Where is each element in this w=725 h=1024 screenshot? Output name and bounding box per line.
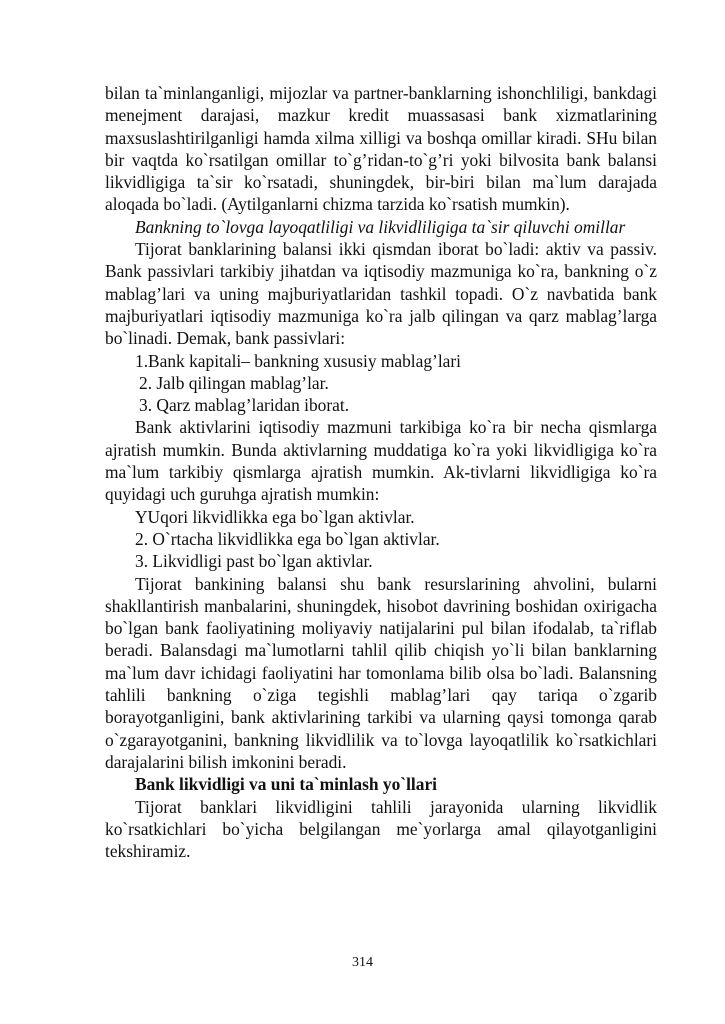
list-item: 2. O`rtacha likvidlikka ega bo`lgan aktivlar. xyxy=(135,528,440,549)
list-item: 3. Likvidligi past bo`lgan aktivlar. xyxy=(135,551,373,572)
paragraph-intro: bilan ta`minlanganligi, mijozlar va partner-banklarning ishonchliligi, bankdagi menejment darajasi, mazkur kredit muassasasi bank xizmatlarining maxsuslashtirilganligi hamda xilma xilligi va boshqa omillar kiradi. SHu bilan bir vaqtda ko`rsatilgan omillar to`g’ridan-to`g’ri yoki bilvosita bank balansi likvidligiga ta`sir ko`rsatadi, shuningdek, bir-biri bilan ma`lum darajada aloqada bo`ladi. (Aytilganlarni chizma tarzida ko`rsatish mumkin). xyxy=(105,83,657,215)
list-item: 2. Jalb qilingan mablag’lar. xyxy=(139,372,329,393)
paragraph-balance: Tijorat banklarining balansi ikki qismdan iborat bo`ladi: aktiv va passiv. Bank passivlari tarkibiy jihatdan va iqtisodiy mazmuniga ko`ra, bankning o`z mablag’lari va uning majburiyatlaridan tashkil topadi. O`z navbatida bank majburiyatlari iqtisodiy mazmuniga ko`ra jalb qilingan va qarz mablag’larga bo`linadi. Demak, bank passivlari: xyxy=(105,239,657,349)
list-item: YUqori likvidlikka ega bo`lgan aktivlar. xyxy=(135,506,415,527)
paragraph-liquidity: Tijorat banklari likvidligini tahlili jarayonida ularning likvidlik ko`rsatkichlari bo`yicha belgilangan me`yorlarga amal qilayotganligini tekshiramiz. xyxy=(105,796,657,862)
list-item: 1.Bank kapitali– bankning xususiy mablag’lari xyxy=(135,350,462,371)
paragraph-analysis: Tijorat bankining balansi shu bank resurslarining ahvolini, bularni shakllantirish manbalarini, shuningdek, hisobot davrining boshidan oxirigacha bo`lgan bank faoliyatining moliyaviy natijalarini pul bilan ifodalab, ta`riflab beradi. Balansdagi ma`lumotlarni tahlil qilib chiqish yo`li bilan banklarning ma`lum davr ichidagi faoliyatini har tomonlama bilib olsa bo`ladi. Balansning tahlili bankning o`ziga tegishli mablag’lari qay tariqa o`zgarib borayotganligini, bank aktivlarining tarkibi va ularning qaysi tomonga qarab o`zgarayotganini, bankning likvidlilik va to`lovga layoqatlilik ko`rsatkichlari darajalarini bilish imkonini beradi. xyxy=(105,573,657,772)
list-item: 3. Qarz mablag’laridan iborat. xyxy=(139,395,350,416)
figure-caption: Bankning to`lovga layoqatliligi va likvidliligiga ta`sir qiluvchi omillar xyxy=(135,216,626,237)
paragraph-assets: Bank aktivlarini iqtisodiy mazmuni tarkibiga ko`ra bir necha qismlarga ajratish mumkin. Bunda aktivlarning muddatiga ko`ra yoki likvidligiga ko`ra ma`lum tarkibiy qismlarga ajratish mumkin. Ak-tivlarni likvidligiga ko`ra quyidagi uch guruhga ajratish mumkin: xyxy=(105,417,657,505)
page-number: 314 xyxy=(352,955,373,970)
document-page xyxy=(105,82,657,862)
section-heading: Bank likvidligi va uni ta`minlash yo`llari xyxy=(135,774,437,795)
